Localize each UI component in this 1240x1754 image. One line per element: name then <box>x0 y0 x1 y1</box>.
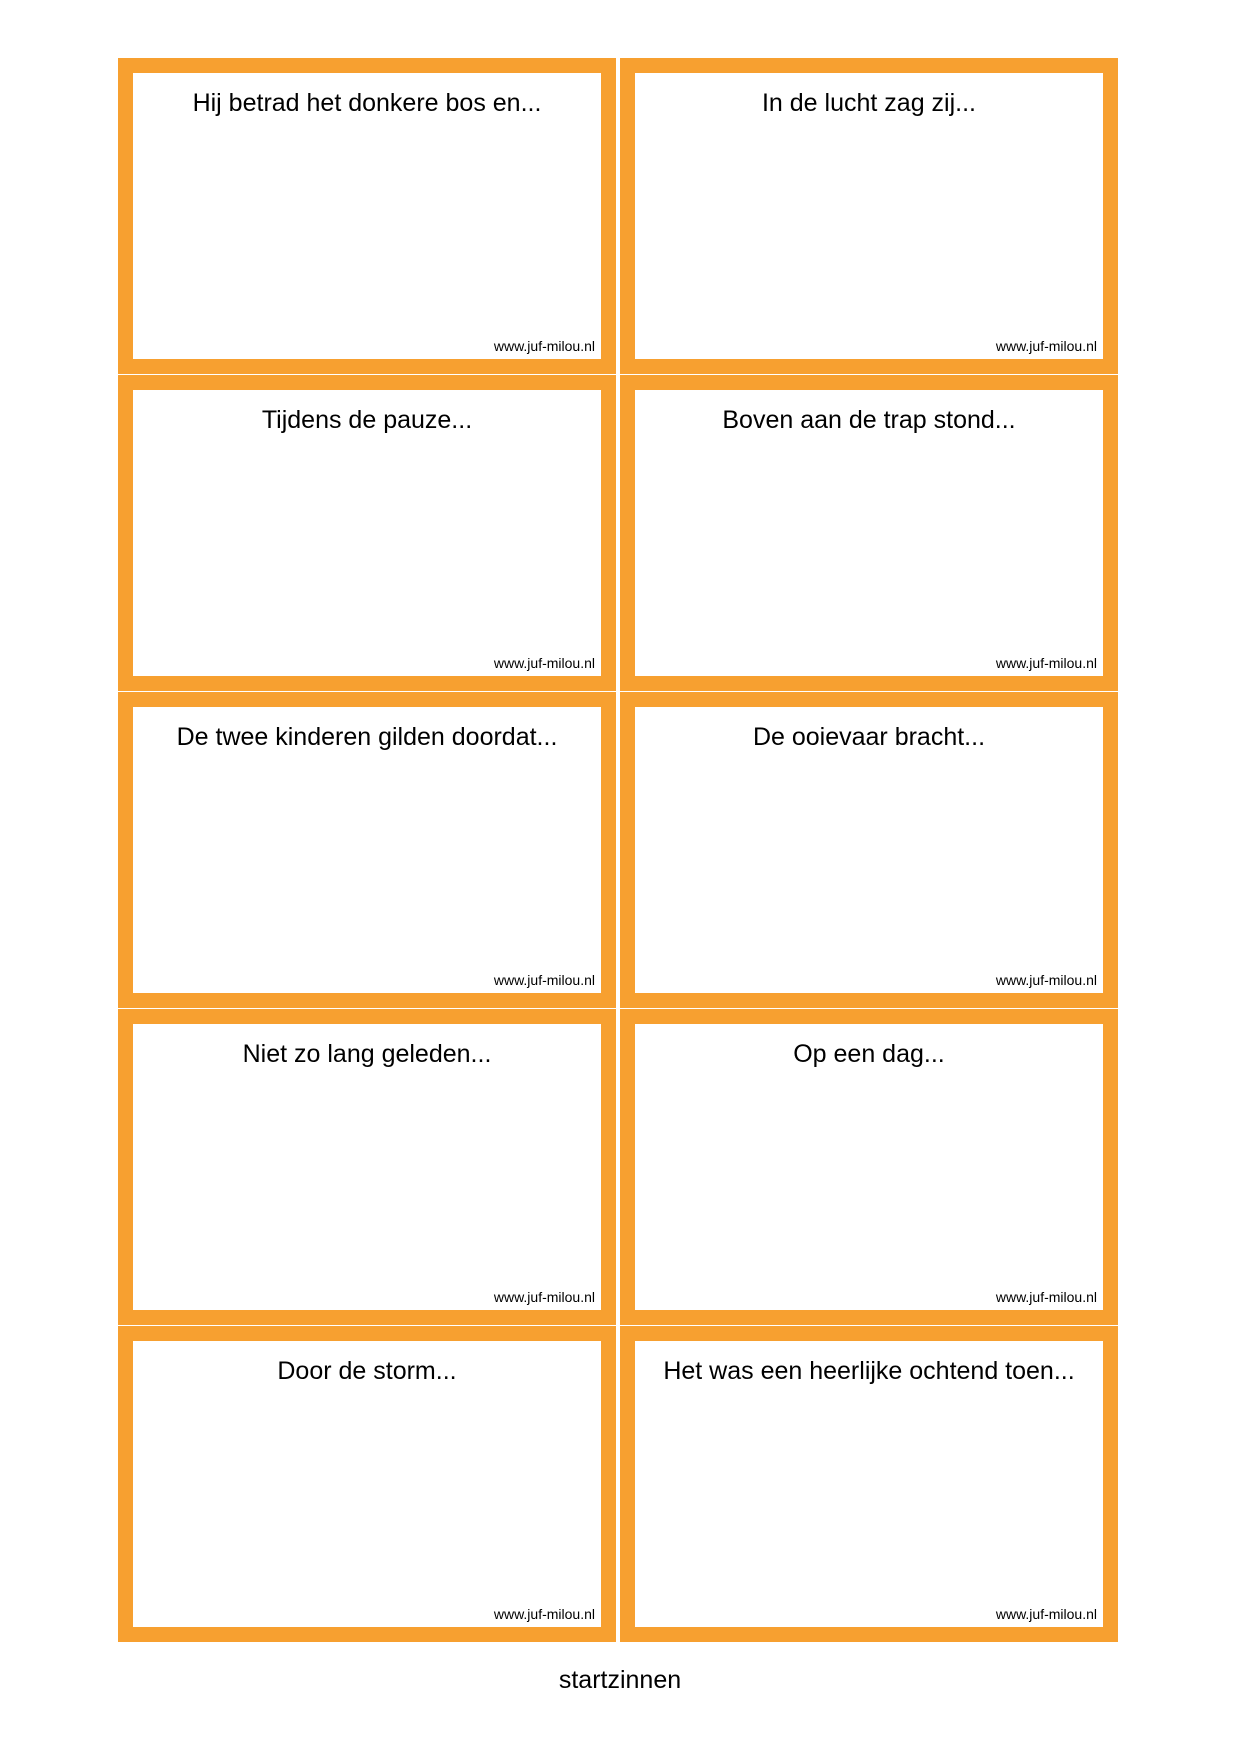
card-website: www.juf-milou.nl <box>493 1289 595 1305</box>
story-card <box>119 693 615 1007</box>
story-card <box>621 59 1117 373</box>
story-card <box>119 59 615 373</box>
story-card <box>621 693 1117 1007</box>
card-website: www.juf-milou.nl <box>493 1606 595 1622</box>
card-grid <box>119 59 1117 1641</box>
card-website: www.juf-milou.nl <box>995 338 1097 354</box>
card-sentence: De ooievaar bracht... <box>752 723 986 751</box>
story-card <box>119 376 615 690</box>
story-card <box>621 1327 1117 1641</box>
story-card <box>621 376 1117 690</box>
card-sentence: Door de storm... <box>277 1357 457 1385</box>
card-website: www.juf-milou.nl <box>995 1606 1097 1622</box>
card-sentence: Op een dag... <box>793 1040 945 1068</box>
card-sentence: Het was een heerlijke ochtend toen... <box>663 1357 1075 1385</box>
story-card <box>119 1327 615 1641</box>
card-website: www.juf-milou.nl <box>995 972 1097 988</box>
story-card <box>119 1010 615 1324</box>
card-sentence: Boven aan de trap stond... <box>722 406 1016 434</box>
page-caption: startzinnen <box>558 1666 682 1694</box>
card-sentence: Tijdens de pauze... <box>261 406 473 434</box>
card-sentence: In de lucht zag zij... <box>761 89 976 117</box>
story-card <box>621 1010 1117 1324</box>
card-website: www.juf-milou.nl <box>493 655 595 671</box>
card-website: www.juf-milou.nl <box>995 655 1097 671</box>
card-sentence: Niet zo lang geleden... <box>242 1040 492 1068</box>
card-sentence: De twee kinderen gilden doordat... <box>176 723 558 751</box>
card-website: www.juf-milou.nl <box>493 972 595 988</box>
card-website: www.juf-milou.nl <box>995 1289 1097 1305</box>
card-website: www.juf-milou.nl <box>493 338 595 354</box>
card-sentence: Hij betrad het donkere bos en... <box>192 89 542 117</box>
